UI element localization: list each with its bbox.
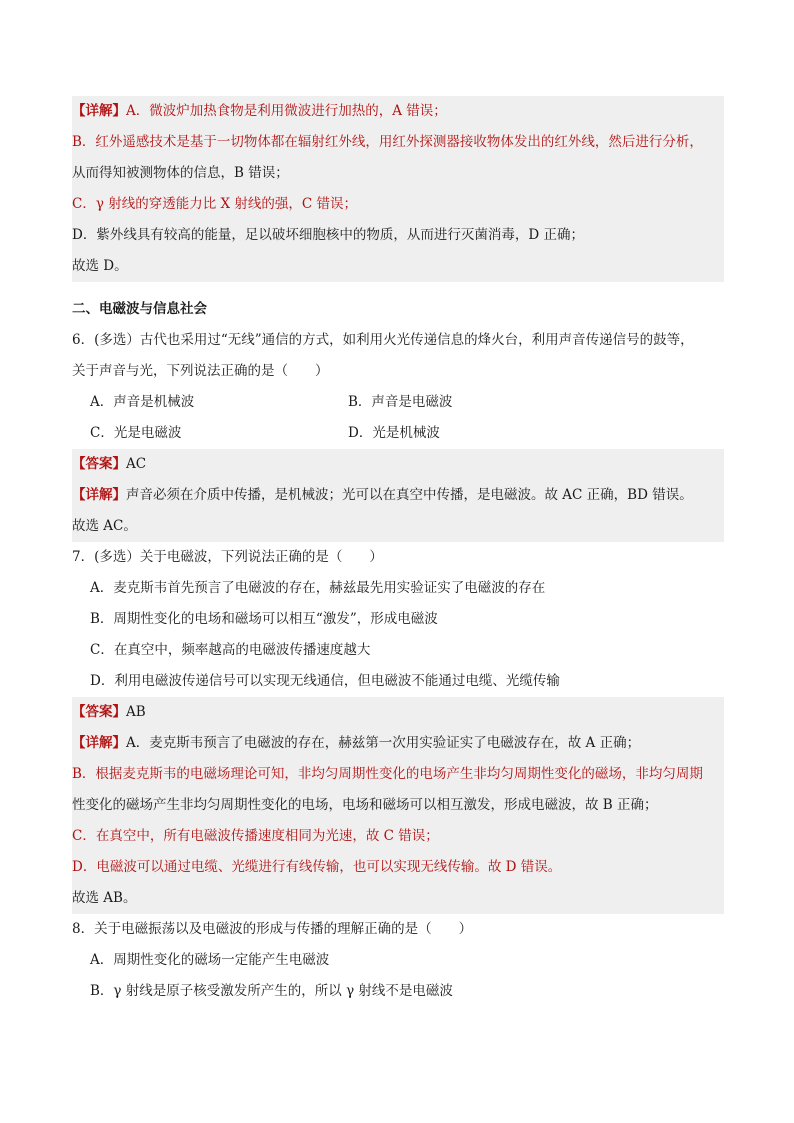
q7-detail-line-b2: 性变化的磁场产生非均匀周期性变化的电场，电场和磁场可以相互激发，形成电磁波，故 B 正确； (72, 797, 658, 813)
q5-detail-line-c: C．γ 射线的穿透能力比 X 射线的强，C 错误； (72, 196, 358, 212)
document-page (72, 96, 724, 1007)
q7-conclusion: 故选 AB。 (72, 890, 137, 906)
detail-tag: 【详解】 (72, 103, 126, 119)
q5-detail-box (72, 96, 724, 282)
q8-option-a: A．周期性变化的磁场一定能产生电磁波 (90, 952, 330, 968)
section-title: 二、电磁波与信息社会 (72, 301, 207, 317)
q6-stem-line1: 6．(多选）古代也采用过“无线”通信的方式，如利用火光传递信息的烽火台，利用声音传递信号的鼓等， (72, 332, 694, 348)
q7-option-c: C．在真空中，频率越高的电磁波传播速度越大 (90, 642, 371, 658)
q6-option-a: A．声音是机械波 (90, 394, 195, 410)
detail-text: A．微波炉加热食物是利用微波进行加热的，A 错误； (126, 103, 447, 119)
answer-tag: 【答案】 (72, 456, 126, 472)
q6-options-row1 (72, 387, 724, 418)
q6-stem-line2: 关于声音与光，下列说法正确的是（ ） (72, 363, 329, 379)
q5-detail-line-a (72, 96, 724, 127)
q6-option-d: D．光是机械波 (348, 425, 440, 441)
q6-answer-line (72, 449, 724, 480)
q6-answer: AC (126, 456, 147, 472)
q7-option-d: D．利用电磁波传递信号可以实现无线通信，但电磁波不能通过电缆、光缆传输 (90, 673, 560, 689)
q5-detail-line-b2: 从而得知被测物体的信息，B 错误； (72, 165, 289, 181)
q5-conclusion: 故选 D。 (72, 258, 128, 274)
detail-tag: 【详解】 (72, 487, 126, 503)
detail-tag: 【详解】 (72, 735, 126, 751)
q8-stem: 8．关于电磁振荡以及电磁波的形成与传播的理解正确的是（ ） (72, 921, 473, 937)
q6-detail: 声音必须在介质中传播，是机械波；光可以在真空中传播，是电磁波。故 AC 正确，BD 错误。 (126, 487, 693, 503)
q6-conclusion: 故选 AC。 (72, 518, 137, 534)
q7-detail-line-d: D．电磁波可以通过电缆、光缆进行有线传输，也可以实现无线传输。故 D 错误。 (72, 859, 562, 875)
q6-option-c: C．光是电磁波 (90, 425, 182, 441)
q5-detail-line-b1: B．红外遥感技术是基于一切物体都在辐射红外线，用红外探测器接收物体发出的红外线，然后进行分析， (72, 134, 703, 150)
q7-detail-a: A．麦克斯韦预言了电磁波的存在，赫兹第一次用实验证实了电磁波存在，故 A 正确； (126, 735, 641, 751)
q7-answer-line (72, 697, 724, 728)
q8-option-b: B．γ 射线是原子核受激发所产生的，所以 γ 射线不是电磁波 (90, 983, 453, 999)
q7-option-b: B．周期性变化的电场和磁场可以相互“激发”，形成电磁波 (90, 611, 438, 627)
q7-option-a: A．麦克斯韦首先预言了电磁波的存在，赫兹最先用实验证实了电磁波的存在 (90, 580, 546, 596)
q6-options-row2 (72, 418, 724, 449)
q7-answer-box (72, 697, 724, 914)
q5-detail-line-d: D．紫外线具有较高的能量，足以破坏细胞核中的物质，从而进行灭菌消毒，D 正确； (72, 227, 584, 243)
q7-detail-line-a (72, 728, 724, 759)
q6-option-b: B．声音是电磁波 (348, 394, 453, 410)
q7-detail-line-c: C．在真空中，所有电磁波传播速度相同为光速，故 C 错误； (72, 828, 439, 844)
q6-answer-box (72, 449, 724, 542)
answer-tag: 【答案】 (72, 704, 126, 720)
q7-stem: 7．(多选）关于电磁波，下列说法正确的是（ ） (72, 549, 383, 565)
q7-answer: AB (126, 704, 146, 720)
q7-detail-line-b1: B．根据麦克斯韦的电磁场理论可知，非均匀周期性变化的电场产生非均匀周期性变化的磁场，非均匀周期 (72, 766, 703, 782)
q6-detail-line (72, 480, 724, 511)
